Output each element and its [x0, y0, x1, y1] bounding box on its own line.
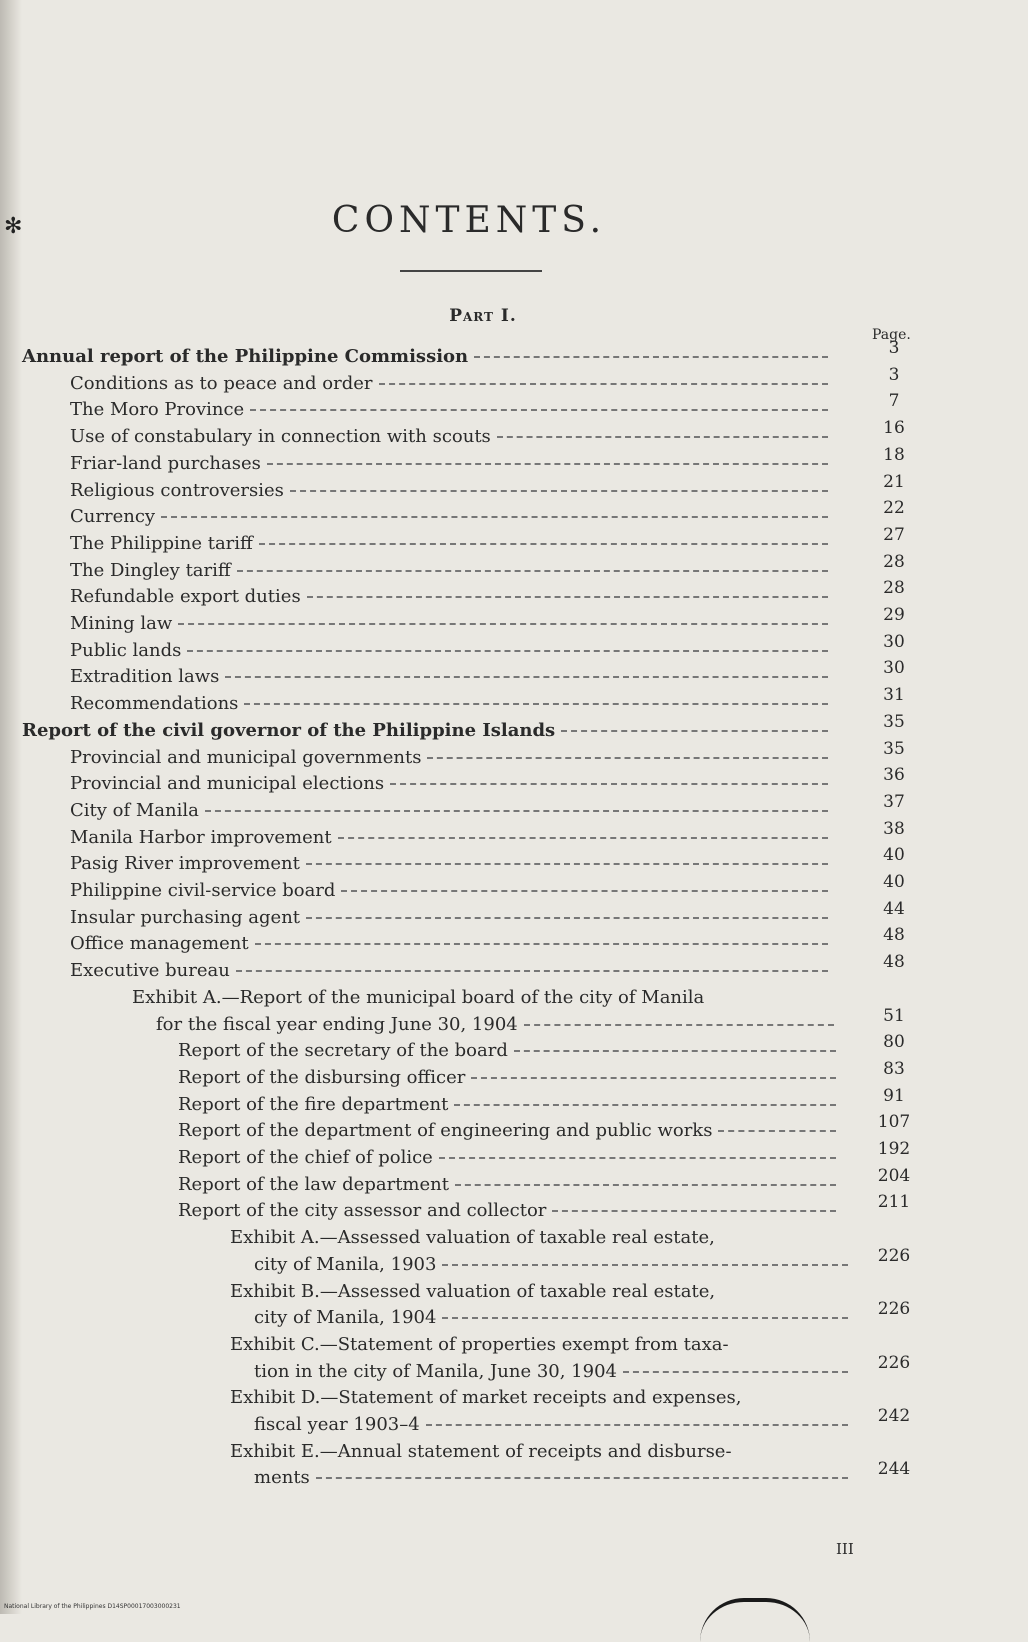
toc-page-number: 28	[883, 578, 905, 599]
toc-entry-text: Manila Harbor improvement	[70, 826, 332, 848]
toc-page-number: 22	[883, 498, 905, 519]
dotted-leader	[439, 1157, 836, 1159]
dotted-leader	[442, 1317, 848, 1319]
dotted-leader	[442, 1264, 848, 1266]
toc-page-number: 83	[883, 1058, 905, 1079]
dotted-leader	[552, 1210, 836, 1212]
toc-entry-text: Philippine civil-service board	[70, 880, 336, 901]
toc-page-number: 3	[888, 364, 900, 385]
toc-entry-text: The Moro Province	[70, 399, 245, 421]
toc-page-number: 18	[883, 444, 905, 465]
dotted-leader	[497, 436, 828, 438]
dotted-leader	[471, 1077, 836, 1079]
toc-entry-text: Extradition laws	[70, 666, 220, 688]
toc-page-number: 38	[883, 818, 905, 839]
toc-entry-text: Use of constabulary in connection with scouts	[70, 426, 491, 448]
page-column-heading: Page.	[872, 327, 911, 343]
toc-entry-text: Report of the chief of police	[178, 1147, 433, 1168]
toc-entry-text: City of Manila	[70, 799, 199, 821]
dotted-leader	[341, 890, 828, 892]
toc-page-number: 226	[877, 1245, 911, 1266]
toc-entry-text: Report of the department of engineering and public works	[178, 1120, 713, 1142]
toc-page-number: 40	[883, 872, 905, 892]
toc-page-number: 244	[877, 1459, 911, 1480]
toc-entry-text: Annual report of the Philippine Commission	[22, 346, 469, 367]
toc-entry-text: Report of the law department	[178, 1173, 449, 1195]
toc-page-number: 48	[883, 925, 905, 946]
toc-page-number: 28	[883, 551, 905, 572]
toc-entry-continuation: fiscal year 1903–4	[254, 1414, 420, 1435]
dotted-leader	[316, 1477, 848, 1479]
dotted-leader	[307, 596, 828, 598]
toc-page-number: 44	[883, 898, 905, 919]
toc-entry-text: Report of the secretary of the board	[178, 1040, 508, 1062]
dotted-leader	[427, 757, 828, 759]
toc-page-number: 242	[877, 1406, 911, 1426]
toc-page-number: 107	[877, 1112, 911, 1133]
toc-page-number: 211	[877, 1192, 911, 1213]
toc-page-number: 27	[883, 524, 905, 545]
toc-page-number: 16	[883, 418, 905, 439]
toc-entry-text: Provincial and municipal elections	[70, 773, 385, 795]
dotted-leader	[267, 463, 828, 465]
toc-page-number: 37	[883, 791, 905, 812]
page-title: CONTENTS.	[331, 200, 607, 241]
toc-entry-continuation: city of Manila, 1904	[254, 1307, 437, 1329]
toc-entry-text: Office management	[70, 933, 249, 955]
toc-entry-text: Provincial and municipal governments	[70, 746, 422, 768]
toc-page-number: 204	[877, 1165, 911, 1186]
toc-page-number: 29	[883, 605, 905, 625]
toc-page-number: 51	[883, 1005, 905, 1026]
toc-page-number: 35	[883, 738, 905, 759]
dotted-leader	[306, 863, 828, 865]
dotted-leader	[244, 703, 828, 705]
toc-entry-text: Public lands	[70, 639, 182, 661]
dotted-leader	[524, 1024, 834, 1026]
dotted-leader	[290, 490, 828, 492]
toc-page-number: 192	[877, 1139, 911, 1159]
toc-page-number: 36	[883, 765, 905, 786]
toc-entry-text: Exhibit A.—Assessed valuation of taxable real estate,	[230, 1227, 715, 1249]
dotted-leader	[561, 730, 828, 732]
dotted-leader	[259, 543, 828, 545]
toc-entry-continuation: ments	[254, 1467, 310, 1489]
dotted-leader	[237, 570, 828, 572]
toc-entry-text: Exhibit C.—Statement of properties exempt from taxa-	[230, 1333, 729, 1355]
toc-entry-text: Conditions as to peace and order	[70, 372, 373, 394]
toc-entry-text: Refundable export duties	[70, 586, 301, 608]
toc-entry-text: Friar-land purchases	[70, 452, 261, 474]
dotted-leader	[718, 1130, 836, 1132]
toc-entry-text: Religious controversies	[70, 479, 284, 501]
dotted-leader	[474, 356, 828, 358]
toc-page-number: 30	[883, 658, 905, 679]
toc-page-number: 226	[877, 1299, 911, 1320]
dotted-leader	[455, 1184, 836, 1186]
toc-entry-text: Executive bureau	[70, 960, 230, 982]
toc-page-number: 40	[883, 845, 905, 866]
toc-entry-text: Pasig River improvement	[70, 853, 300, 875]
dotted-leader	[390, 783, 828, 785]
toc-entry-text: Insular purchasing agent	[70, 906, 301, 928]
toc-entry-text: Report of the civil governor of the Philippine Islands	[22, 719, 556, 741]
part-heading: Part I.	[449, 306, 517, 326]
toc-entry-text: The Philippine tariff	[70, 532, 253, 554]
toc-page-number: 30	[883, 631, 905, 652]
dotted-leader	[161, 516, 828, 518]
dotted-leader	[187, 650, 828, 652]
dotted-leader	[306, 917, 828, 919]
toc-page-number: 80	[883, 1032, 905, 1053]
toc-entry-text: Exhibit B.—Assessed valuation of taxable real estate,	[230, 1280, 716, 1302]
dotted-leader	[205, 810, 828, 812]
toc-entry-text: Report of the fire department	[178, 1093, 449, 1115]
toc-entry-continuation: for the fiscal year ending June 30, 1904	[156, 1013, 518, 1035]
toc-page-number: 91	[883, 1085, 905, 1106]
dotted-leader	[338, 837, 828, 839]
toc-entry-text: Exhibit D.—Statement of market receipts and expenses,	[230, 1387, 742, 1409]
toc-entry-text: The Dingley tariff	[70, 559, 231, 581]
toc-page-number: 7	[888, 391, 900, 412]
dotted-leader	[255, 943, 828, 945]
toc-entry-text: Currency	[70, 506, 156, 528]
toc-entry-continuation: tion in the city of Manila, June 30, 1904	[254, 1360, 617, 1382]
toc-entry-text: Report of the disbursing officer	[178, 1066, 466, 1088]
footer-credit: National Library of the Philippines D14SP00017003000231	[4, 1603, 181, 1610]
toc-page-number: 31	[883, 685, 905, 706]
dotted-leader	[426, 1424, 848, 1426]
toc-entry-text: Mining law	[70, 613, 173, 634]
dotted-leader	[225, 676, 828, 678]
toc-page-number: 21	[883, 471, 905, 492]
toc-entry-text: Exhibit E.—Annual statement of receipts and disburse-	[230, 1440, 732, 1462]
toc-page-number: 35	[883, 711, 905, 732]
toc-entry-text: Report of the city assessor and collector	[178, 1200, 547, 1222]
dotted-leader	[514, 1050, 836, 1052]
dotted-leader	[623, 1371, 848, 1373]
toc-page-number: 226	[877, 1352, 911, 1373]
dotted-leader	[236, 970, 828, 972]
dotted-leader	[454, 1104, 836, 1106]
dotted-leader	[178, 623, 828, 625]
toc-page-number: 48	[883, 952, 905, 973]
page-number: III	[836, 1540, 854, 1558]
binding-mark: ✻	[4, 214, 23, 239]
toc-entry-continuation: city of Manila, 1903	[254, 1253, 437, 1275]
toc-entry-text: Recommendations	[70, 693, 239, 715]
dotted-leader	[379, 383, 829, 385]
dotted-leader	[250, 409, 828, 411]
toc-page-number: 3	[888, 338, 900, 358]
toc-entry-text: Exhibit A.—Report of the municipal board of the city of Manila	[132, 986, 705, 1008]
